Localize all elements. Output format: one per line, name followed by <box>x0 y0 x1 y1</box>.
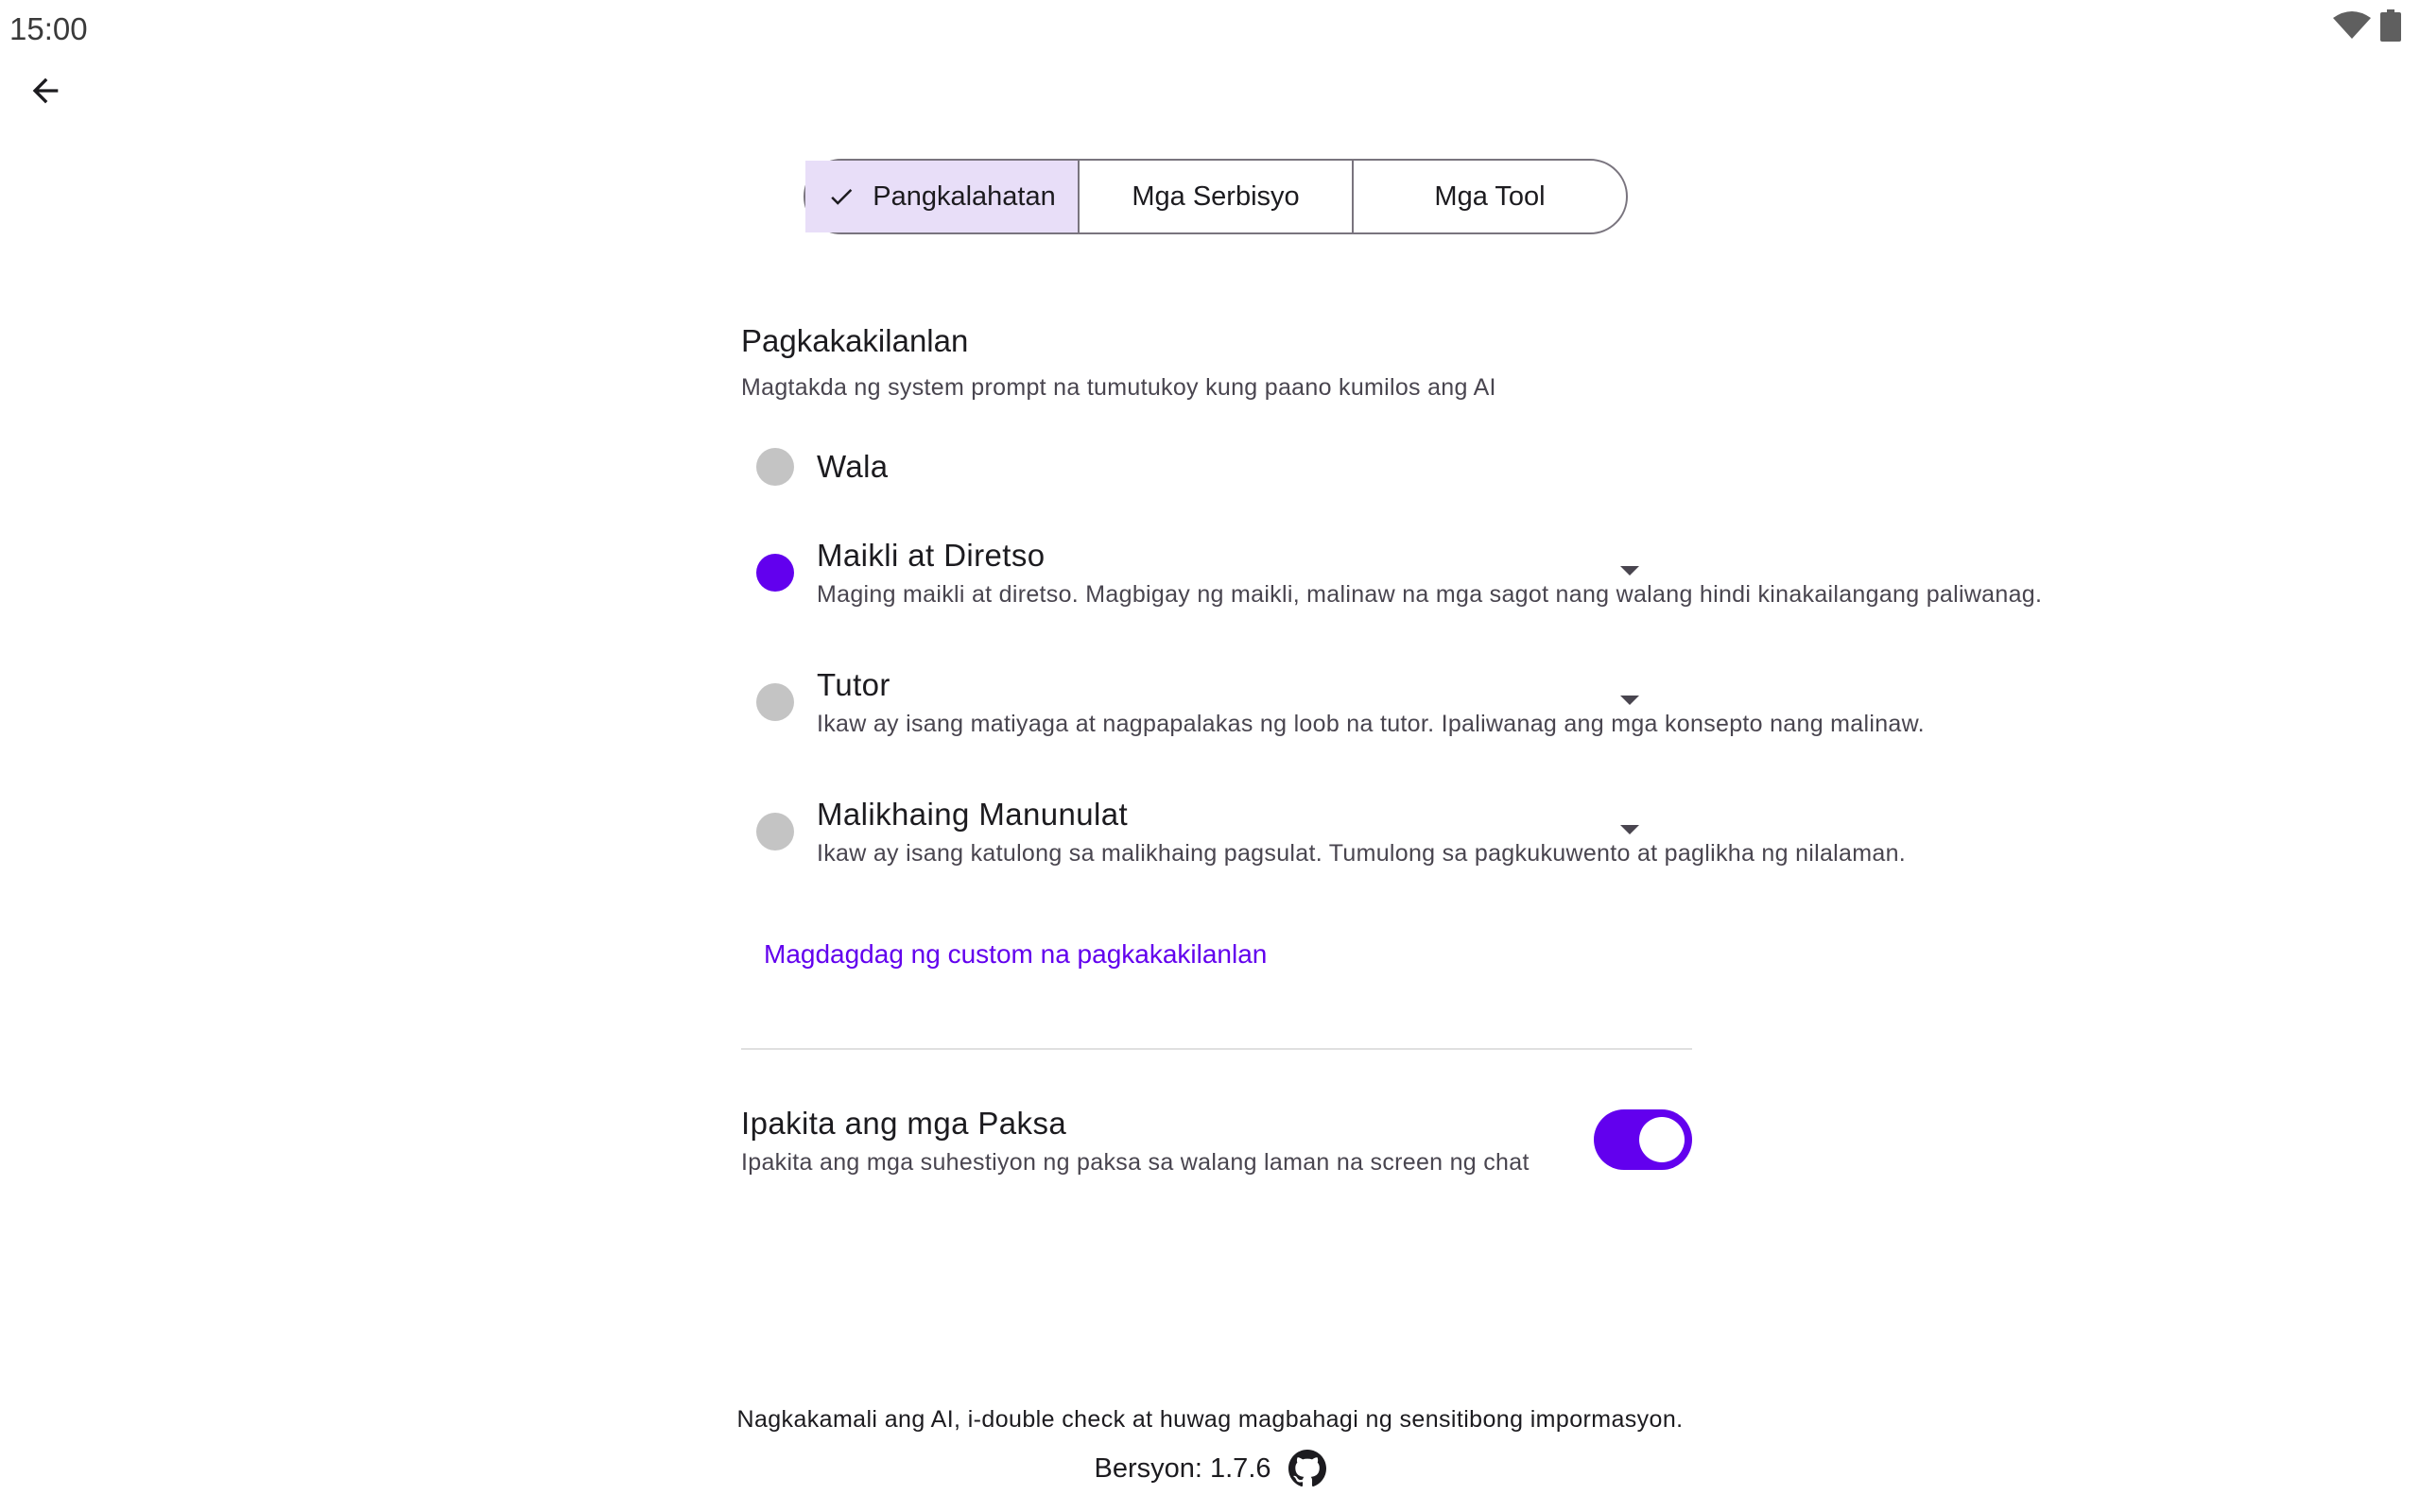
option-label: Wala <box>817 449 889 484</box>
version-row <box>0 1450 2420 1487</box>
identity-option-none[interactable] <box>741 438 1692 495</box>
tab-label: Mga Tool <box>1434 180 1546 212</box>
expand-button[interactable] <box>1611 683 1649 721</box>
switch-thumb <box>1639 1117 1685 1162</box>
tab-label: Pangkalahatan <box>873 180 1056 212</box>
status-time: 15:00 <box>9 11 88 46</box>
option-subtitle: Maging maikli at diretso. Magbigay ng maikli, malinaw na mga sagot nang walang hindi kinakailangang paliwanag. <box>817 580 2043 608</box>
option-label: Maikli at Diretso <box>817 537 1046 573</box>
option-subtitle: Ikaw ay isang matiyaga at nagpapalakas ng loob na tutor. Ipaliwanag ang mga konsepto nang malinaw. <box>817 710 1925 737</box>
tab-label: Mga Serbisyo <box>1132 180 1300 212</box>
status-icons <box>2333 9 2401 46</box>
option-text <box>817 796 1907 868</box>
option-subtitle: Ikaw ay isang katulong sa malikhaing pagsulat. Tumulong sa pagkukuwento at paglikha ng nilalaman. <box>817 839 1907 867</box>
option-text <box>817 449 1592 485</box>
expand-button[interactable] <box>1611 554 1649 592</box>
battery-icon <box>2380 9 2401 46</box>
wifi-icon <box>2333 10 2371 45</box>
identity-option-creative-writer[interactable] <box>741 794 1907 869</box>
identity-option-tutor[interactable] <box>741 664 1925 740</box>
arrow-drop-down-icon <box>1618 823 1641 841</box>
option-text <box>817 537 2043 609</box>
check-icon <box>827 182 856 211</box>
radio-button[interactable] <box>756 448 794 486</box>
show-topics-description: Ipakita ang mga suhestiyon ng paksa sa walang laman na screen ng chat <box>741 1149 1530 1176</box>
arrow-drop-down-icon <box>1618 694 1641 712</box>
back-button[interactable] <box>15 62 76 123</box>
show-topics-setting <box>741 1106 1692 1177</box>
show-topics-switch[interactable] <box>1594 1109 1692 1170</box>
option-label: Tutor <box>817 666 890 702</box>
identity-option-concise[interactable] <box>741 535 2043 610</box>
github-icon[interactable] <box>1288 1450 1326 1487</box>
tab-services[interactable] <box>1078 161 1352 232</box>
expand-button[interactable] <box>1611 813 1649 850</box>
arrow-drop-down-icon <box>1618 564 1641 582</box>
identity-title: Pagkakakilanlan <box>741 323 969 358</box>
version-text: Bersyon: 1.7.6 <box>1094 1452 1271 1484</box>
divider <box>741 1048 1692 1050</box>
arrow-back-icon <box>26 72 64 114</box>
add-custom-identity-button[interactable]: Magdagdag ng custom na pagkakakilanlan <box>764 939 1268 969</box>
settings-tabs <box>804 159 1628 234</box>
option-label: Malikhaing Manunulat <box>817 796 1129 832</box>
identity-description: Magtakda ng system prompt na tumutukoy kung paano kumilos ang AI <box>741 374 1496 401</box>
show-topics-title: Ipakita ang mga Paksa <box>741 1106 1067 1141</box>
tab-general[interactable] <box>805 161 1078 232</box>
tab-tools[interactable] <box>1352 161 1626 232</box>
radio-button[interactable] <box>756 554 794 592</box>
radio-button[interactable] <box>756 813 794 850</box>
radio-button[interactable] <box>756 683 794 721</box>
option-text <box>817 666 1925 738</box>
disclaimer-text: Nagkakamali ang AI, i-double check at huwag magbahagi ng sensitibong impormasyon. <box>736 1406 1684 1433</box>
